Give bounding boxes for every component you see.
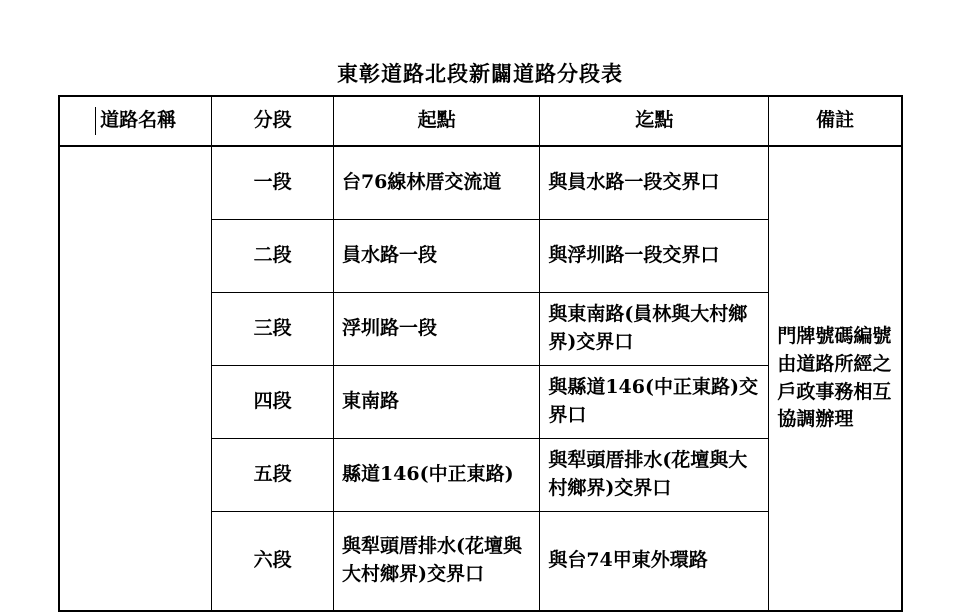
table-header <box>59 96 902 146</box>
column-header-road-name-label: 道路名稱 <box>95 107 176 135</box>
column-header-remarks: 備註 <box>769 96 902 146</box>
cell-end-point: 與犁頭厝排水(花壇與大村鄉界)交界口 <box>540 439 769 512</box>
cell-end-point: 與東南路(員林與大村鄉界)交界口 <box>540 293 769 366</box>
cell-segment: 六段 <box>212 512 334 612</box>
table-header-row <box>59 96 902 146</box>
cell-segment: 三段 <box>212 293 334 366</box>
cell-segment: 一段 <box>212 146 334 220</box>
cell-start-point: 縣道146(中正東路) <box>333 439 539 512</box>
cell-end-point: 與台74甲東外環路 <box>540 512 769 612</box>
cell-segment: 四段 <box>212 366 334 439</box>
cell-start-point: 東南路 <box>333 366 539 439</box>
table-row <box>59 146 902 220</box>
table-body <box>59 146 902 611</box>
cell-remarks: 門牌號碼編號由道路所經之戶政事務相互協調辦理 <box>769 146 902 611</box>
cell-start-point: 浮圳路一段 <box>333 293 539 366</box>
cell-end-point: 與縣道146(中正東路)交界口 <box>540 366 769 439</box>
column-header-start-point: 起點 <box>333 96 539 146</box>
cell-segment: 二段 <box>212 220 334 293</box>
cell-start-point: 台76線林厝交流道 <box>333 146 539 220</box>
column-header-road-name <box>59 96 212 146</box>
column-header-segment: 分段 <box>212 96 334 146</box>
cell-end-point: 與員水路一段交界口 <box>540 146 769 220</box>
cell-segment: 五段 <box>212 439 334 512</box>
cell-start-point: 與犁頭厝排水(花壇與大村鄉界)交界口 <box>333 512 539 612</box>
cell-road-name <box>59 146 212 611</box>
column-header-end-point: 迄點 <box>540 96 769 146</box>
cell-start-point: 員水路一段 <box>333 220 539 293</box>
page-title: 東彰道路北段新闢道路分段表 <box>337 61 623 86</box>
cell-end-point: 與浮圳路一段交界口 <box>540 220 769 293</box>
road-segment-table <box>58 95 903 612</box>
